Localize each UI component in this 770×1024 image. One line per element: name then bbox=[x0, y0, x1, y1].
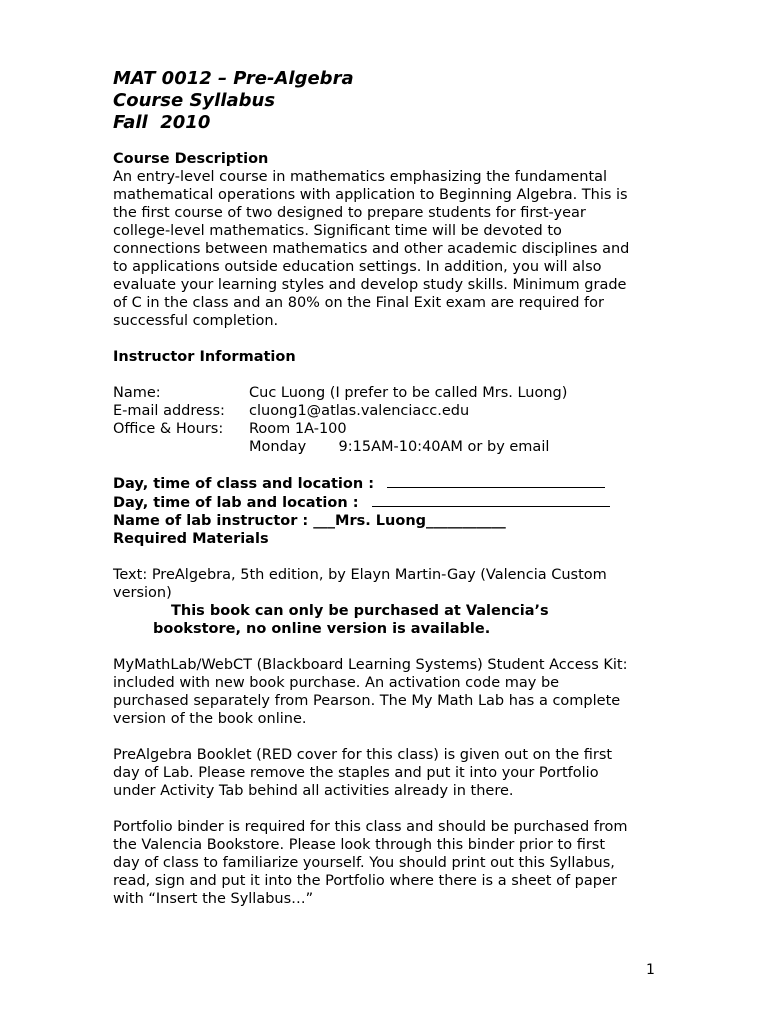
description-line: evaluate your learning styles and develop study skills. Minimum grade bbox=[113, 277, 627, 293]
purchase-note-line: bookstore, no online version is available. bbox=[153, 621, 491, 637]
name-label: Name: bbox=[113, 385, 161, 401]
portfolio-line: Portfolio binder is required for this class and should be purchased from bbox=[113, 819, 628, 835]
portfolio-paragraph bbox=[113, 818, 673, 908]
mymathlab-line: version of the book online. bbox=[113, 711, 307, 727]
class-time-row bbox=[113, 474, 673, 493]
description-line: connections between mathematics and other academic disciplines and bbox=[113, 241, 630, 257]
course-description-heading: Course Description bbox=[113, 151, 269, 167]
mymathlab-line: purchased separately from Pearson. The My Math Lab has a complete bbox=[113, 693, 621, 709]
instructor-name-row bbox=[113, 384, 673, 402]
class-time-blank bbox=[387, 474, 605, 488]
lab-instructor-name: ___Mrs. Luong___________ bbox=[313, 513, 506, 529]
document-type: Course Syllabus bbox=[113, 90, 276, 111]
lab-instructor-row bbox=[113, 512, 673, 530]
title-block bbox=[113, 68, 354, 134]
booklet-line: PreAlgebra Booklet (RED cover for this class) is given out on the first bbox=[113, 747, 613, 763]
purchase-note-line: This book can only be purchased at Valencia’s bbox=[171, 603, 549, 619]
office-hours: Monday 9:15AM-10:40AM or by email bbox=[249, 439, 550, 455]
lab-instructor-label: Name of lab instructor : bbox=[113, 513, 314, 529]
syllabus-body bbox=[113, 150, 673, 908]
portfolio-line: day of class to familiarize yourself. You should print out this Syllabus, bbox=[113, 855, 615, 871]
required-materials-heading: Required Materials bbox=[113, 531, 269, 547]
description-line: college-level mathematics. Significant time will be devoted to bbox=[113, 223, 562, 239]
course-description-text bbox=[113, 168, 673, 330]
mymathlab-paragraph bbox=[113, 656, 673, 728]
instructor-heading: Instructor Information bbox=[113, 349, 296, 365]
portfolio-line: the Valencia Bookstore. Please look through this binder prior to first bbox=[113, 837, 606, 853]
email-label: E-mail address: bbox=[113, 403, 225, 419]
booklet-line: under Activity Tab behind all activities already in there. bbox=[113, 783, 514, 799]
portfolio-line: with “Insert the Syllabus…” bbox=[113, 891, 314, 907]
office-row bbox=[113, 420, 673, 438]
description-line: of C in the class and an 80% on the Final Exit exam are required for bbox=[113, 295, 604, 311]
class-time-label: Day, time of class and location : bbox=[113, 476, 375, 492]
mymathlab-line: included with new book purchase. An activation code may be bbox=[113, 675, 560, 691]
instructor-name: Cuc Luong (I prefer to be called Mrs. Luong) bbox=[249, 385, 568, 401]
page-number: 1 bbox=[646, 962, 655, 978]
course-title: MAT 0012 – Pre-Algebra bbox=[113, 68, 354, 89]
portfolio-line: read, sign and put it into the Portfolio where there is a sheet of paper bbox=[113, 873, 617, 889]
lab-time-row bbox=[113, 493, 673, 512]
description-line: successful completion. bbox=[113, 313, 279, 329]
office-label: Office & Hours: bbox=[113, 421, 224, 437]
mymathlab-line: MyMathLab/WebCT (Blackboard Learning Systems) Student Access Kit: bbox=[113, 657, 628, 673]
description-line: mathematical operations with application to Beginning Algebra. This is bbox=[113, 187, 628, 203]
description-line: the first course of two designed to prepare students for first-year bbox=[113, 205, 586, 221]
booklet-line: day of Lab. Please remove the staples and put it into your Portfolio bbox=[113, 765, 599, 781]
textbook-line: version) bbox=[113, 585, 172, 601]
office-room: Room 1A-100 bbox=[249, 421, 347, 437]
textbook-line: Text: PreAlgebra, 5th edition, by Elayn Martin-Gay (Valencia Custom bbox=[113, 567, 607, 583]
hours-row bbox=[113, 438, 673, 456]
description-line: to applications outside education settings. In addition, you will also bbox=[113, 259, 602, 275]
description-line: An entry-level course in mathematics emphasizing the fundamental bbox=[113, 169, 608, 185]
instructor-email: cluong1@atlas.valenciacc.edu bbox=[249, 403, 470, 419]
term: Fall 2010 bbox=[113, 112, 211, 133]
booklet-paragraph bbox=[113, 746, 673, 800]
lab-time-blank bbox=[372, 493, 610, 507]
lab-time-label: Day, time of lab and location : bbox=[113, 495, 359, 511]
instructor-email-row bbox=[113, 402, 673, 420]
